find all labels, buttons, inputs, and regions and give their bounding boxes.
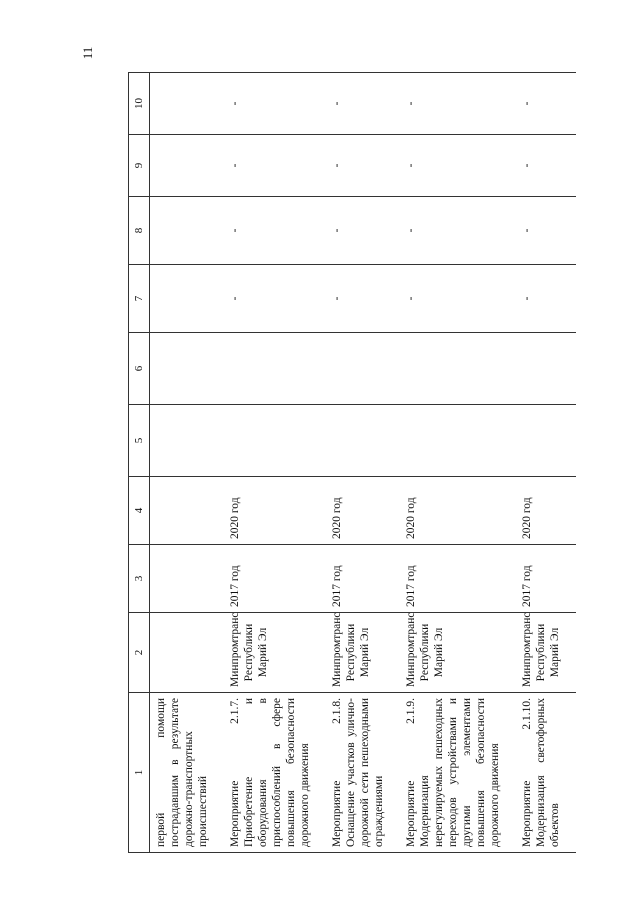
cell-col-10: - bbox=[326, 73, 400, 135]
cell-col-7: - bbox=[400, 265, 516, 333]
start-year: 2017 год bbox=[516, 545, 576, 613]
end-year: 2020 год bbox=[400, 477, 516, 545]
cell-col-9: - bbox=[224, 135, 326, 197]
responsible-org: Минпромтранс Республики Марий Эл bbox=[224, 613, 326, 693]
cell-col-5 bbox=[150, 405, 225, 477]
responsible-org: Минпромтранс Республики Марий Эл bbox=[400, 613, 516, 693]
cell-col-10: - bbox=[516, 73, 576, 135]
program-table bbox=[128, 72, 576, 853]
cell-col-9: - bbox=[326, 135, 400, 197]
cell-col-6 bbox=[400, 333, 516, 405]
start-year: 2017 год bbox=[224, 545, 326, 613]
column-header: 5 bbox=[129, 405, 150, 477]
table-row bbox=[400, 73, 516, 853]
cell-col-8 bbox=[150, 197, 225, 265]
column-header: 10 bbox=[129, 73, 150, 135]
measure-name: первой помощи пострадавшим в результате дорожно-транспортных происшествий bbox=[150, 693, 225, 853]
cell-col-8: - bbox=[224, 197, 326, 265]
responsible-org: Минпромтранс Республики Марий Эл bbox=[516, 613, 576, 693]
page-number: 11 bbox=[80, 46, 95, 60]
rotated-table-wrapper bbox=[128, 73, 561, 853]
table-header-row bbox=[129, 73, 150, 853]
responsible-org bbox=[150, 613, 225, 693]
cell-col-8: - bbox=[326, 197, 400, 265]
cell-col-8: - bbox=[516, 197, 576, 265]
cell-col-6 bbox=[224, 333, 326, 405]
table-row bbox=[516, 73, 576, 853]
table-row bbox=[150, 73, 225, 853]
column-header: 2 bbox=[129, 613, 150, 693]
cell-col-9: - bbox=[400, 135, 516, 197]
measure-name: Мероприятие 2.1.9. Модернизация нерегулируемых пешеходных переходов устройствами и другими элементами повышения безопасности дорожного движения bbox=[400, 693, 516, 853]
responsible-org: Минпромтранс Республики Марий Эл bbox=[326, 613, 400, 693]
table-row bbox=[326, 73, 400, 853]
measure-name: Мероприятие 2.1.10. Модернизация светофорных объектов bbox=[516, 693, 576, 853]
column-header: 9 bbox=[129, 135, 150, 197]
cell-col-8: - bbox=[400, 197, 516, 265]
column-header: 8 bbox=[129, 197, 150, 265]
measure-name: Мероприятие 2.1.7. Приобретение и оборудования в приспособлений в сфере повышения безопасности дорожного движения bbox=[224, 693, 326, 853]
cell-col-6 bbox=[326, 333, 400, 405]
cell-col-7: - bbox=[326, 265, 400, 333]
cell-col-10 bbox=[150, 73, 225, 135]
column-header: 3 bbox=[129, 545, 150, 613]
start-year bbox=[150, 545, 225, 613]
cell-col-10: - bbox=[400, 73, 516, 135]
cell-col-5 bbox=[516, 405, 576, 477]
column-header: 6 bbox=[129, 333, 150, 405]
end-year: 2020 год bbox=[326, 477, 400, 545]
cell-col-5 bbox=[326, 405, 400, 477]
cell-col-5 bbox=[400, 405, 516, 477]
end-year: 2020 год bbox=[516, 477, 576, 545]
cell-col-6 bbox=[150, 333, 225, 405]
column-header: 1 bbox=[129, 693, 150, 853]
table-row bbox=[224, 73, 326, 853]
column-header: 4 bbox=[129, 477, 150, 545]
cell-col-5 bbox=[224, 405, 326, 477]
start-year: 2017 год bbox=[326, 545, 400, 613]
start-year: 2017 год bbox=[400, 545, 516, 613]
end-year: 2020 год bbox=[224, 477, 326, 545]
end-year bbox=[150, 477, 225, 545]
cell-col-7 bbox=[150, 265, 225, 333]
cell-col-10: - bbox=[224, 73, 326, 135]
cell-col-6 bbox=[516, 333, 576, 405]
cell-col-9 bbox=[150, 135, 225, 197]
cell-col-7: - bbox=[516, 265, 576, 333]
cell-col-9: - bbox=[516, 135, 576, 197]
cell-col-7: - bbox=[224, 265, 326, 333]
column-header: 7 bbox=[129, 265, 150, 333]
measure-name: Мероприятие 2.1.8. Оснащение участков улично-дорожной сети пешеходными ограждениями bbox=[326, 693, 400, 853]
